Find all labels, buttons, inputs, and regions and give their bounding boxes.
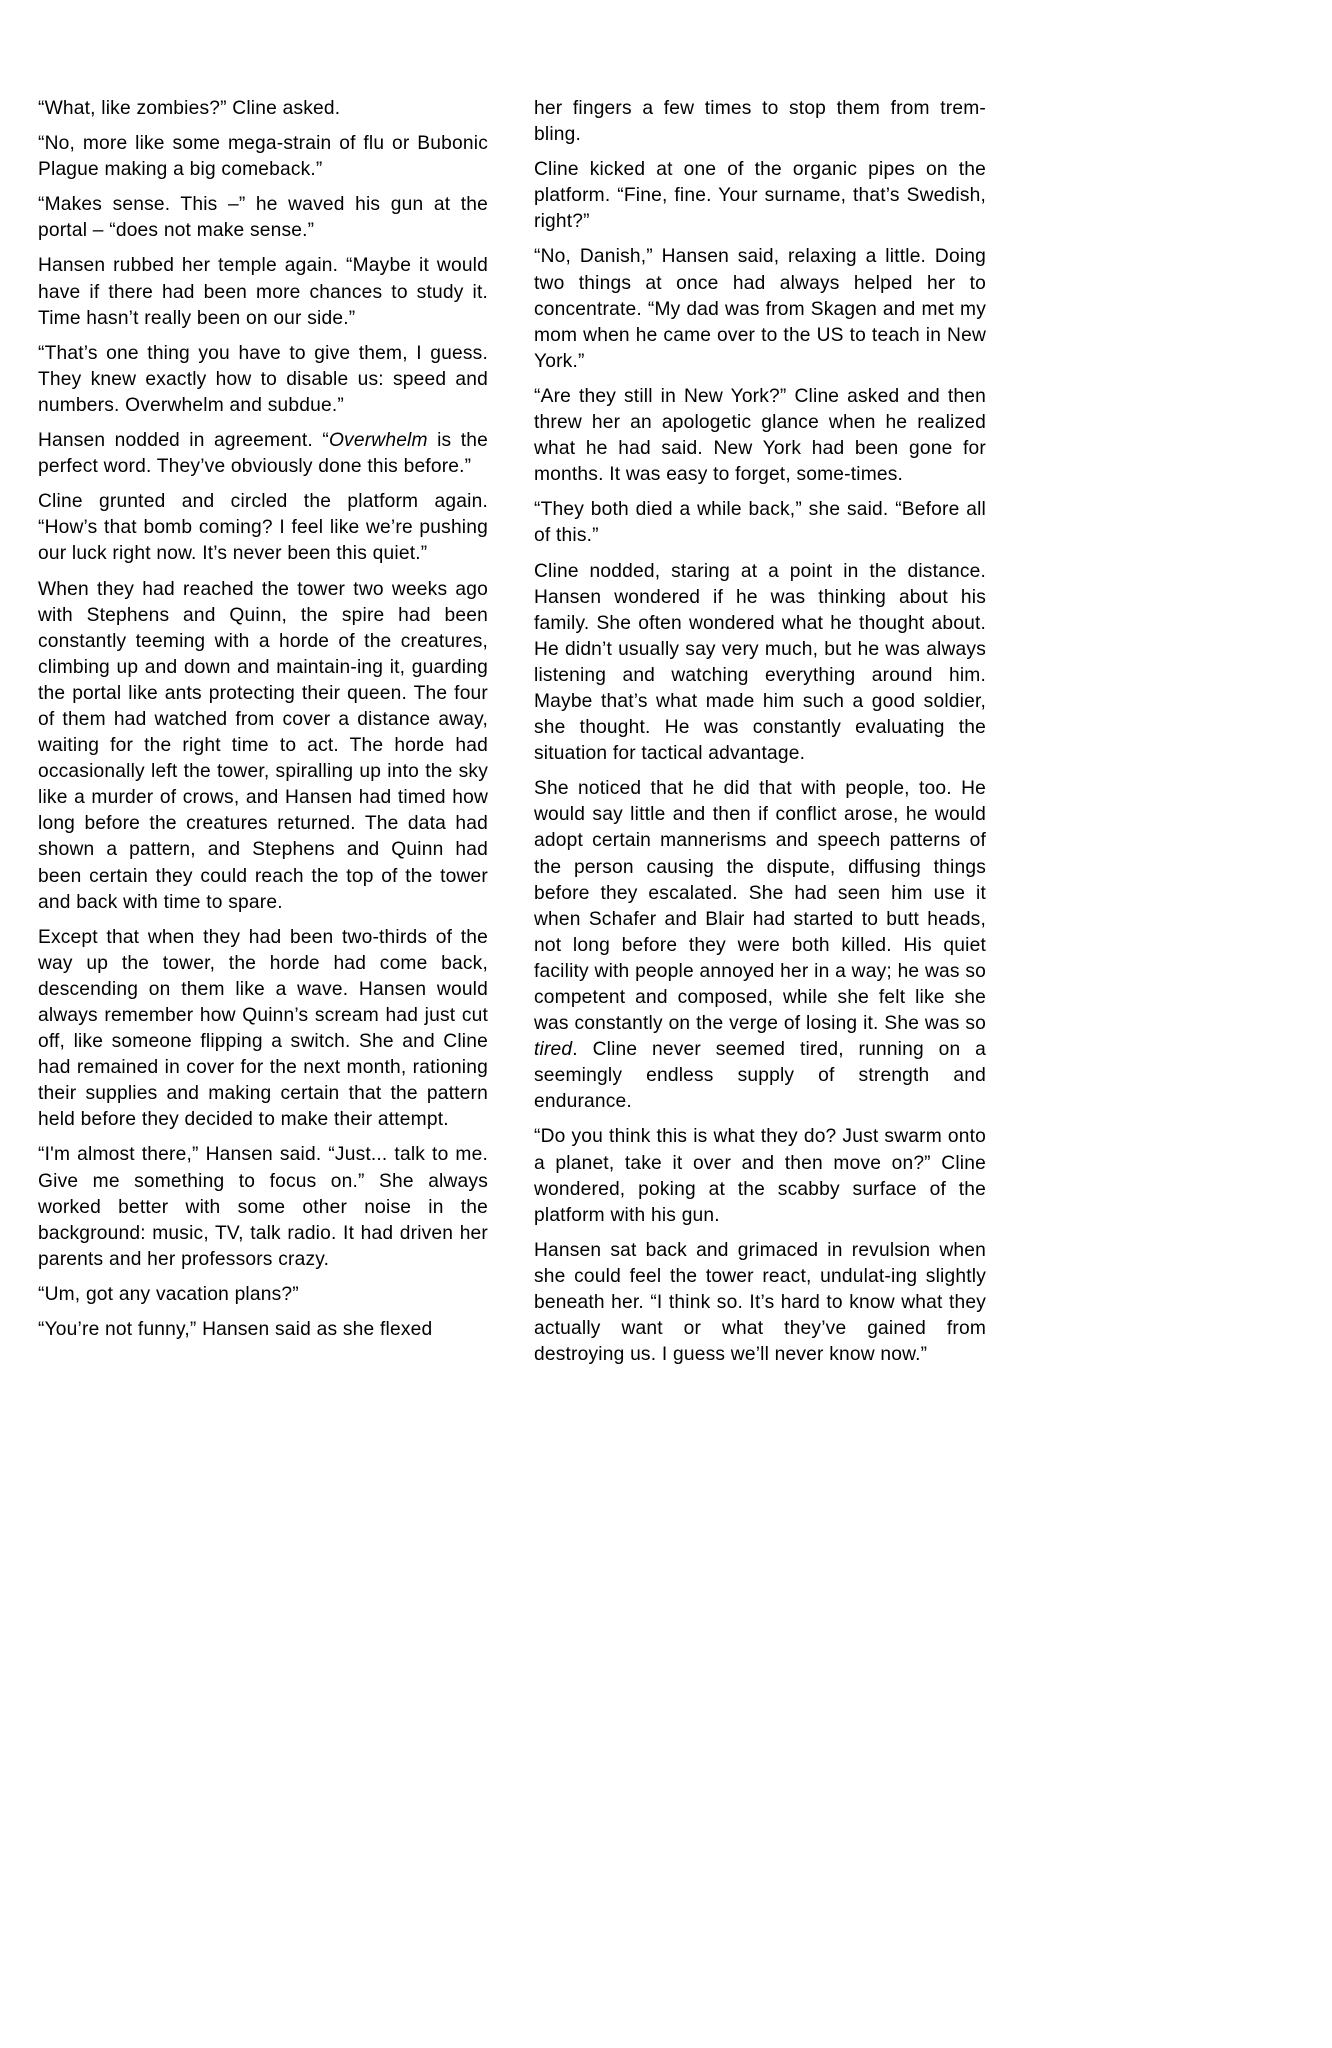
right-text-column (534, 96, 986, 1368)
paragraph: Cline nodded, staring at a point in the distance. Hansen wondered if he was thinking about his family. She often wondered what he thought about. He didn’t usually say very much, but he was always listening and watching everything around him. Maybe that’s what made him such a good soldier, she thought. He was constantly evaluating the situation for tactical advantage. (534, 560, 986, 765)
paragraph: “No, more like some mega-strain of flu or Bubonic Plague making a big comeback.” (38, 133, 488, 181)
paragraph: “Are they still in New York?” Cline asked and then threw her an apologetic glance when he realized what he had said. New York had been gone for months. It was easy to forget, some-times. (534, 385, 986, 486)
paragraph: She noticed that he did that with people, too. He would say little and then if conflict arose, he would adopt certain mannerisms and speech patterns of the person causing the dispute, diffusing things before they escalated. She had seen him use it when Schafer and Blair had started to butt heads, not long before they were both killed. His quiet facility with people annoyed her in a way; he was so competent and composed, while she felt like she was constantly on the verge of losing it. She was so tired. Cline never seemed tired, running on a seemingly endless supply of strength and endurance. (534, 778, 986, 1113)
paragraph: Cline grunted and circled the platform again. “How’s that bomb coming? I feel like we’re pushing our luck right now. It’s never been this quiet.” (38, 491, 488, 565)
paragraph: When they had reached the tower two weeks ago with Stephens and Quinn, the spire had been constantly teeming with a horde of the creatures, climbing up and down and maintain-ing it, guarding the portal like ants protecting their queen. The four of them had watched from cover a distance away, waiting for the right time to act. The horde had occasionally left the tower, spiralling up into the sky like a murder of crows, and Hansen had timed how long before the creatures returned. The data had shown a pattern, and Stephens and Quinn had been certain they could reach the top of the tower and back with time to spare. (38, 578, 488, 913)
paragraph: “What, like zombies?” Cline asked. (38, 98, 341, 119)
paragraph: “Um, got any vacation plans?” (38, 1283, 299, 1305)
paragraph: Except that when they had been two-thirds of the way up the tower, the horde had come back, descending on them like a wave. Hansen would always remember how Quinn’s scream had just cut off, like someone flipping a switch. She and Cline had remained in cover for the next month, rationing their supplies and making certain that the pattern held before they decided to make their attempt. (38, 926, 488, 1131)
paragraph: “That’s one thing you have to give them, I guess. They knew exactly how to disable us: speed and numbers. Overwhelm and subdue.” (38, 342, 488, 416)
paragraph: “I'm almost there,” Hansen said. “Just... talk to me. Give me something to focus on.” She always worked better with some other noise in the background: music, TV, talk radio. It had driven her parents and her professors crazy. (38, 1144, 488, 1270)
two-column-text-body (38, 96, 985, 1368)
paragraph: “Do you think this is what they do? Just swarm onto a planet, take it over and then move on?” Cline wondered, poking at the scabby surface of the platform with his gun. (534, 1126, 986, 1226)
paragraph: Hansen rubbed her temple again. “Maybe it would have if there had been more chances to study it. Time hasn’t really been on our side.” (38, 255, 488, 329)
paragraph: Cline kicked at one of the organic pipes on the platform. “Fine, fine. Your surname, that’s Swedish, right?” (534, 159, 986, 233)
left-text-column (38, 96, 488, 1343)
paragraph: “Makes sense. This –” he waved his gun at the portal – “does not make sense.” (38, 194, 488, 242)
paragraph: Hansen sat back and grimaced in revulsion when she could feel the tower react, undulat-ing slightly beneath her. “I think so. It’s hard to know what they actually want or what they’ve gained from destroying us. I guess we’ll never know now.” (534, 1239, 986, 1366)
paragraph: “They both died a while back,” she said. “Before all of this.” (534, 499, 986, 547)
paragraph: Hansen nodded in agreement. “Overwhelm is the perfect word. They’ve obviously done this before.” (38, 430, 488, 478)
paragraph: her fingers a few times to stop them from trem-bling. (534, 98, 986, 146)
paragraph: “No, Danish,” Hansen said, relaxing a little. Doing two things at once had always helped her to concentrate. “My dad was from Skagen and met my mom when he came over to the US to teach in New York.” (534, 246, 986, 372)
paragraph: “You’re not funny,” Hansen said as she flexed (38, 1319, 433, 1341)
